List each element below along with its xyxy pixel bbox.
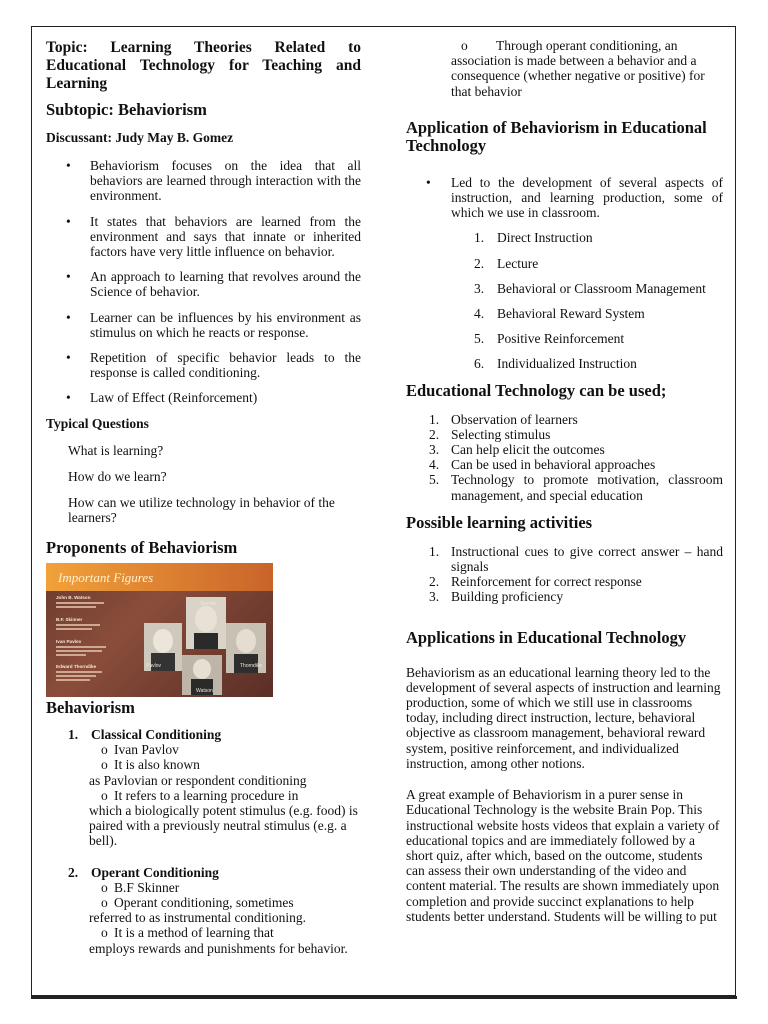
item-text: Selecting stimulus [451, 426, 551, 442]
item-number: 2. [429, 426, 440, 442]
list-item [406, 256, 723, 271]
edtech-heading: Educational Technology can be used; [406, 380, 667, 400]
list-item: • It states that behaviors are learned from the environment and says that innate or inherited factors have very little influence on behavior. [46, 214, 361, 260]
item-number: 3. [474, 280, 485, 296]
list-item [406, 331, 723, 346]
classical-cont: which a biologically potent stimulus (e.g. food) is paired with a previously neutral stimulus (e.g. a bell). [89, 803, 358, 849]
figures-illustration [46, 563, 273, 697]
list-item [406, 412, 723, 427]
question: What is learning? [68, 442, 164, 458]
item-number: 1. [474, 230, 485, 246]
list-item [406, 281, 723, 296]
page-border-bottom [31, 996, 737, 999]
item-text: Positive Reinforcement [497, 331, 625, 347]
name-thorndike: Edward Thorndike [56, 664, 97, 669]
classical-title: Classical Conditioning [91, 727, 222, 742]
typical-questions-heading: Typical Questions [46, 415, 149, 431]
operant-item: o It is a method of learning that [101, 925, 274, 941]
item-text: Individualized Instruction [497, 356, 637, 372]
behaviorism-heading: Behaviorism [46, 698, 135, 717]
name-watson: John B. Watson [56, 595, 91, 600]
operant-item: o Operant conditioning, sometimes [101, 895, 294, 911]
important-figures-image [46, 563, 273, 697]
left-column [46, 36, 361, 557]
item-number: 2. [474, 255, 485, 271]
proponents-heading: Proponents of Behaviorism [46, 538, 238, 558]
caption-skinner: Skinner [200, 601, 217, 607]
apps-paragraph-1: Behaviorism as an educational learning theory led to the development of several aspects of instruction and learning production, some of which we still use in classrooms today, including direct instruction, lecture, behavioral objective as classroom management, behavioral reward system, positive reinforcement, and individualized instruction, among other notions. [406, 664, 721, 771]
item-text: Building proficiency [451, 589, 564, 605]
item-number: 1. [68, 727, 79, 742]
item-text: Observation of learners [451, 411, 578, 427]
item-number: 6. [474, 356, 485, 372]
application-numbered-list [406, 230, 723, 371]
list-item: • Learner can be influences by his environment as stimulus on which he reacts or response. [46, 310, 361, 340]
list-item: • Led to the development of several aspects of instruction, and learning production, some of which we use in classroom. [406, 175, 723, 221]
application-heading: Application of Behaviorism in Educational Technology [406, 117, 707, 155]
discussant: Discussant: Judy May B. Gomez [46, 130, 234, 145]
list-item [406, 442, 723, 457]
list-item [406, 427, 723, 442]
classical-item: o Ivan Pavlov [101, 742, 179, 758]
item-number: 5. [429, 472, 440, 488]
operant-cont-3: association is made between a behavior and a consequence (whether negative or positive) for that behavior [451, 53, 705, 99]
behaviorism-section [46, 699, 361, 956]
caption-watson: Watson [196, 688, 213, 694]
item-number: 3. [429, 442, 440, 458]
item-text: Lecture [497, 255, 539, 271]
item-text: Reinforcement for correct response [451, 574, 642, 590]
activities-heading: Possible learning activities [406, 512, 593, 532]
list-item: • Law of Effect (Reinforcement) [46, 390, 361, 405]
apps-heading: Applications in Educational Technology [406, 627, 687, 647]
item-text: Instructional cues to give correct answer – hand signals [451, 543, 723, 575]
conditioning-list [46, 727, 361, 742]
item-text: Technology to promote motivation, classroom management, and special education [451, 472, 723, 503]
operant-item-3: o Through operant conditioning, an [461, 38, 678, 53]
item-text: Can be used in behavioral approaches [451, 457, 656, 473]
question: How do we learn? [68, 468, 167, 484]
image-title: Important Figures [58, 570, 154, 585]
subtopic-title: Subtopic: Behaviorism [46, 100, 207, 119]
conditioning-list [46, 865, 361, 880]
operant-title: Operant Conditioning [91, 864, 219, 880]
item-number: 4. [474, 306, 485, 322]
activities-numbered-list [406, 544, 723, 605]
topic-title: Topic: Learning Theories Related to Educational Technology for Teaching and Learning [46, 39, 361, 92]
list-item [406, 589, 723, 604]
list-item [406, 544, 723, 574]
application-bullet [406, 175, 723, 221]
list-item: • Behaviorism focuses on the idea that all behaviors are learned through interaction with the environment. [46, 158, 361, 204]
list-item [46, 865, 361, 880]
name-pavlov: Ivan Pavlov [56, 639, 82, 644]
list-item: • Repetition of specific behavior leads to the response is called conditioning. [46, 350, 361, 380]
list-item [406, 472, 723, 502]
item-number: 1. [429, 543, 440, 559]
classical-item: o It is also known [101, 757, 200, 773]
item-number: 5. [474, 331, 485, 347]
classical-item: o It refers to a learning procedure in [101, 787, 299, 803]
name-skinner: B.F. Skinner [56, 617, 83, 622]
item-number: 2. [68, 864, 79, 880]
operant-item: o B.F Skinner [101, 879, 180, 895]
intro-bullet-list [46, 158, 361, 406]
item-text: Can help elicit the outcomes [451, 442, 605, 458]
question: How can we utilize technology in behavior of the learners? [68, 495, 335, 526]
list-item [46, 727, 361, 742]
list-item [406, 230, 723, 245]
item-text: Behavioral or Classroom Management [497, 280, 706, 296]
operant-cont: referred to as instrumental conditioning. [89, 910, 307, 926]
right-column [406, 38, 723, 924]
list-item [406, 457, 723, 472]
caption-pavlov: Pavlov [146, 663, 162, 669]
list-item [406, 306, 723, 321]
item-text: Direct Instruction [497, 230, 593, 246]
caption-thorndike: Thorndike [240, 663, 263, 669]
item-text: Behavioral Reward System [497, 306, 645, 322]
item-number: 4. [429, 457, 440, 473]
item-number: 2. [429, 574, 440, 590]
list-item [406, 356, 723, 371]
list-item: • An approach to learning that revolves around the Science of behavior. [46, 269, 361, 299]
classical-cont: as Pavlovian or respondent conditioning [89, 772, 307, 788]
list-item [406, 574, 723, 589]
item-number: 3. [429, 589, 440, 605]
apps-paragraph-2: A great example of Behaviorism in a purer sense in Educational Technology is the website Brain Pop. This instructional website hosts videos that explain a variety of educational topics and are immediately followed by a short quiz, after which, based on the outcome, students can assess their own understanding of the video and content material. The results are shown immediately upon completion and provide succinct explanations to help students better understand. Students will be willing to put [406, 787, 720, 924]
edtech-numbered-list [406, 412, 723, 503]
operant-cont: employs rewards and punishments for behavior. [89, 940, 348, 956]
item-number: 1. [429, 411, 440, 427]
